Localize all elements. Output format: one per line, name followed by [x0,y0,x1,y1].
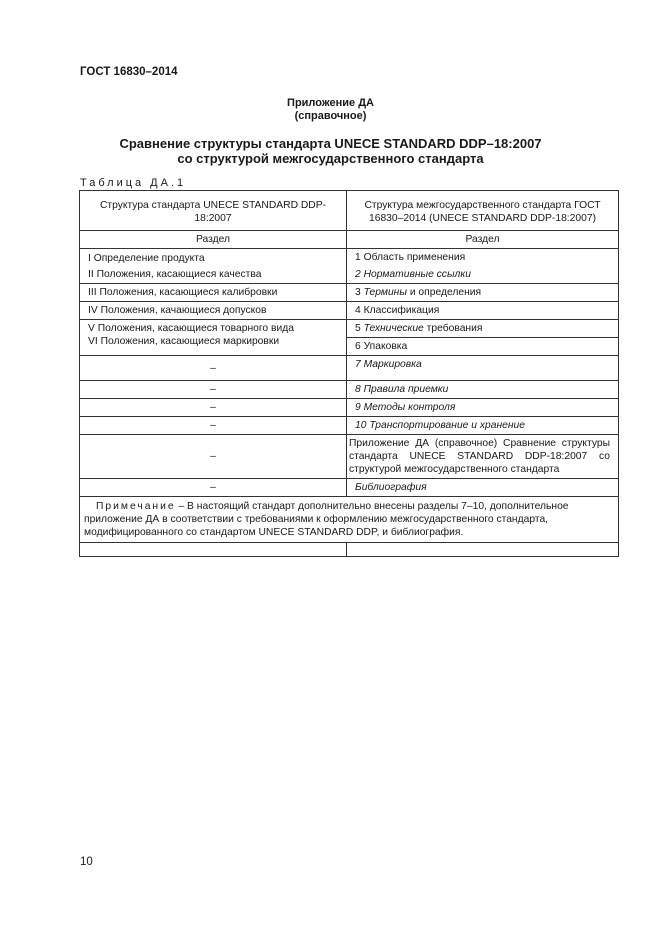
table-row [80,320,619,338]
right-item-num: 3 [355,287,361,298]
table-row [80,435,619,479]
dash-cell: – [80,381,347,399]
left-item: V Положения, касающиеся товарного вида [88,323,294,334]
right-item: 10 Транспортирование и хранение [355,420,525,431]
appendix-heading [0,97,661,123]
table-header-row [80,191,619,231]
note-text: – В настоящий стандарт дополнительно внесены разделы 7–10, дополнительное приложение ДА в соответствии с требованиями к оформлению межгосударственного стандарта, модифицированного со стандартом UNECE STANDARD DDP, и библиография. [84,501,569,538]
right-cell [347,381,619,399]
table-row [80,356,619,381]
col1-header: Структура стандарта UNECE STANDARD DDP-18:2007 [80,191,347,231]
right-cell [347,417,619,435]
main-title-line2: со структурой межгосударственного стандарта [177,151,484,166]
right-item: 9 Методы контроля [355,402,456,413]
section-label-left: Раздел [80,231,347,249]
appendix-title: Приложение ДА [287,97,374,109]
right-cell: 6 Упаковка [347,338,619,356]
note-row [80,497,619,543]
table-label: Таблица ДА.1 [80,177,187,189]
table-row [80,479,619,497]
col2-header: Структура межгосударственного стандарта ГОСТ 16830–2014 (UNECE STANDARD DDP-18:2007) [347,191,619,231]
left-item: I Определение продукта [88,253,205,264]
table-row [80,381,619,399]
right-cell [347,356,619,381]
right-cell [347,249,619,267]
right-item-rest: требования [426,323,483,334]
left-cell: III Положения, касающиеся калибровки [80,284,347,302]
empty-row [80,543,619,557]
left-item: II Положения, касающиеся качества [88,269,262,280]
right-item-num: 5 [355,323,361,334]
document-id: ГОСТ 16830–2014 [80,66,178,78]
right-item: 2 Нормативные ссылки [355,269,471,280]
main-title-line1: Сравнение структуры стандарта UNECE STANDARD DDP–18:2007 [119,136,542,151]
right-item: Библиография [355,482,427,493]
right-cell [347,266,619,284]
table-row [80,417,619,435]
right-item: 1 Область применения [355,252,466,263]
right-cell: Приложение ДА (справочное) Сравнение структуры стандарта UNECE STANDARD DDP-18:2007 со структурой межгосударственного стандарта [347,435,619,479]
right-cell: 4 Классификация [347,302,619,320]
right-cell [347,284,619,302]
appendix-subtitle: (справочное) [294,110,367,122]
table-row [80,284,619,302]
left-cell-1 [80,249,347,284]
left-item: VI Положения, касающиеся маркировки [88,336,280,347]
table-row [80,249,619,267]
left-cell: IV Положения, качающиеся допусков [80,302,347,320]
right-cell [347,320,619,338]
empty-cell [347,543,619,557]
right-item: 8 Правила приемки [355,384,449,395]
section-label-row [80,231,619,249]
main-title [0,136,661,166]
empty-cell [80,543,347,557]
section-label-right: Раздел [347,231,619,249]
right-cell [347,479,619,497]
note-label: Примечание [96,501,176,512]
right-item-rest: и определения [409,287,482,298]
table-row [80,302,619,320]
comparison-table [79,190,619,557]
left-cell [80,320,347,356]
table-row [80,399,619,417]
dash-cell: – [80,356,347,381]
dash-cell: – [80,399,347,417]
table-note [80,497,619,543]
dash-cell: – [80,479,347,497]
right-cell [347,399,619,417]
dash-cell: – [80,417,347,435]
dash-cell: – [80,435,347,479]
right-item-italic: Технические [363,323,424,334]
page-number: 10 [80,856,93,868]
right-item: 7 Маркировка [355,359,422,370]
right-item-italic: Термины [363,287,407,298]
